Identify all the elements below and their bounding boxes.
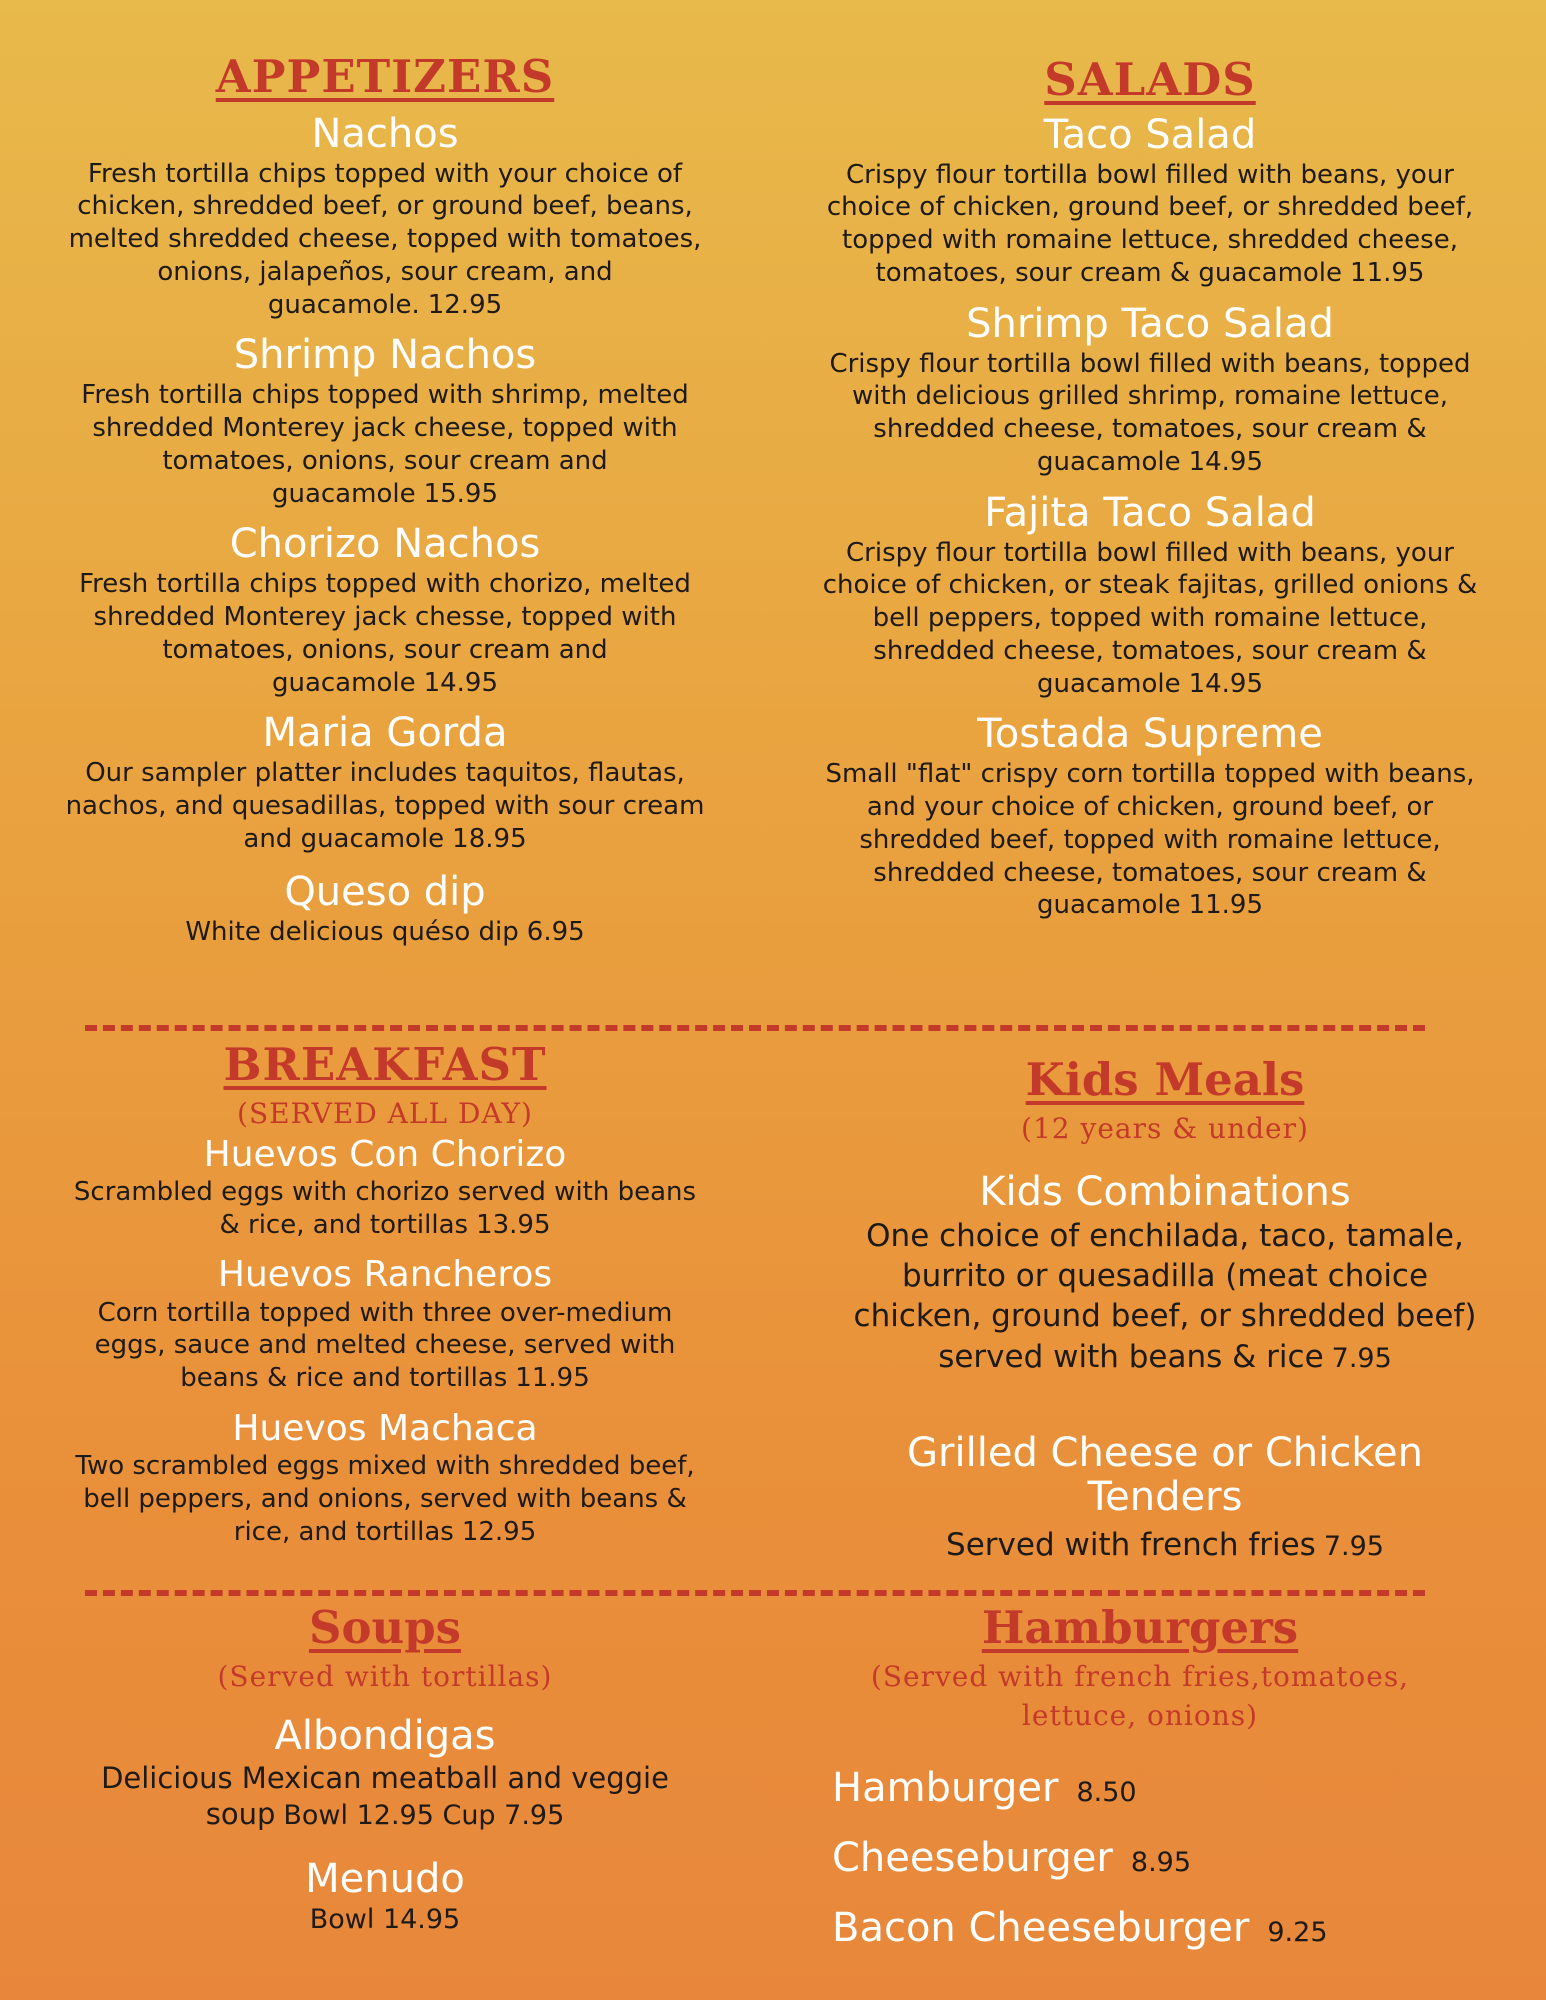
item-name: Nachos (311, 110, 459, 157)
breakfast-heading: BREAKFAST (223, 1038, 547, 1091)
item-name: Huevos Machaca (232, 1407, 538, 1449)
menu-item (835, 1431, 1495, 1565)
item-description: One choice of enchilada, taco, tamale, burrito or quesadilla (meat choice chicken, ground beef, or shredded beef) served with beans & rice 7.95 (853, 1217, 1477, 1375)
item-name: Bacon Cheeseburger (832, 1905, 1250, 1951)
item-price: Bowl 14.95 (309, 1903, 461, 1935)
item-price: 12.95 (427, 289, 503, 320)
menu-item (820, 710, 1480, 922)
hamburgers-subtitle: (Served with french fries,tomatoes, lettuce, onions) (870, 1659, 1410, 1732)
item-name: Tostada Supreme (977, 711, 1323, 758)
menu-item (60, 709, 710, 855)
item-name: Albondigas (274, 1712, 496, 1759)
section-divider (85, 1025, 1425, 1031)
menu-item (832, 1765, 1137, 1811)
menu-item (820, 300, 1480, 479)
item-name: Hamburger (832, 1765, 1059, 1811)
menu-item (60, 1407, 710, 1548)
item-description: Delicious Mexican meatball and veggie soup Bowl 12.95 Cup 7.95 (101, 1760, 669, 1831)
item-name: Kids Combinations (979, 1168, 1351, 1215)
item-price: 15.95 (423, 478, 499, 509)
item-description: Crispy flour tortilla bowl filled with beans, your choice of chicken, or steak fajitas, grilled onions & bell peppers, topped with romaine lettuce, shredded cheese, tomatoes, sour cream & guacamole 14.95 (822, 537, 1478, 699)
hamburgers-heading: Hamburgers (981, 1601, 1299, 1654)
item-price: 13.95 (476, 1209, 551, 1240)
menu-item (60, 110, 710, 322)
item-name: Queso dip (284, 868, 486, 915)
soups-section (60, 1603, 710, 1937)
item-price: 8.95 (1130, 1847, 1192, 1878)
item-price: 6.95 (526, 916, 585, 947)
item-name: Taco Salad (1043, 111, 1257, 158)
section-divider (85, 1590, 1425, 1596)
menu-item (60, 520, 710, 699)
item-name: Maria Gorda (262, 710, 508, 757)
item-price: 7.95 (1331, 1342, 1392, 1374)
item-description: Our sampler platter includes taquitos, flautas, nachos, and quesadillas, topped with sour cream and guacamole 18.95 (65, 758, 705, 854)
item-name: Shrimp Taco Salad (966, 300, 1334, 347)
item-description: Small "flat" crispy corn tortilla topped with beans, and your choice of chicken, ground beef, or shredded beef, topped with romaine lettuce, shredded cheese, tomatoes, sour cream & guacamole 11.95 (825, 759, 1475, 921)
menu-item (835, 1168, 1495, 1377)
appetizers-section (60, 52, 710, 948)
item-name: Huevos Rancheros (217, 1254, 553, 1296)
item-description (60, 1903, 710, 1937)
item-description: Corn tortilla topped with three over-medium eggs, sauce and melted cheese, served with beans & rice and tortillas 11.95 (94, 1297, 676, 1394)
item-price: 11.95 (1188, 890, 1264, 921)
item-price: 12.95 (461, 1516, 537, 1547)
menu-item (60, 1133, 710, 1242)
item-name: Grilled Cheese or Chicken Tenders (907, 1429, 1423, 1520)
salads-heading: SALADS (1044, 53, 1256, 106)
appetizers-heading: APPETIZERS (215, 50, 555, 103)
item-description: Scrambled eggs with chorizo served with beans & rice, and tortillas 13.95 (73, 1176, 697, 1240)
item-description: Crispy flour tortilla bowl filled with beans, your choice of chicken, ground beef, or shredded beef, topped with romaine lettuce, shredded cheese, tomatoes, sour cream & guacamole 11.95 (826, 159, 1474, 288)
item-name: Fajita Taco Salad (984, 489, 1316, 536)
menu-item (832, 1905, 1328, 1951)
menu-item (60, 1712, 710, 1833)
hamburgers-section (810, 1603, 1470, 1735)
kids-meals-subtitle: (12 years & under) (1021, 1111, 1309, 1145)
menu-item (60, 331, 710, 510)
breakfast-subtitle: (SERVED ALL DAY) (237, 1096, 533, 1130)
item-description: Served with french fries 7.95 (946, 1526, 1384, 1563)
menu-item (820, 111, 1480, 290)
item-description: Crispy flour tortilla bowl filled with beans, topped with delicious grilled shrimp, romaine lettuce, shredded cheese, tomatoes, sour cream & guacamole 14.95 (829, 348, 1471, 477)
item-price: 18.95 (452, 823, 527, 854)
item-price: 11.95 (515, 1363, 590, 1394)
breakfast-section (60, 1040, 710, 1548)
menu-item (832, 1835, 1191, 1881)
item-name: Menudo (305, 1855, 465, 1902)
item-name: Chorizo Nachos (229, 521, 541, 568)
item-name: Cheeseburger (832, 1835, 1113, 1881)
salads-section (820, 55, 1480, 922)
item-price: 11.95 (1350, 257, 1425, 288)
item-price: 14.95 (1188, 668, 1264, 699)
item-price: 7.95 (1323, 1530, 1384, 1562)
item-name: Huevos Con Chorizo (203, 1133, 567, 1175)
item-description: Fresh tortilla chips topped with chorizo, melted shredded Monterey jack chesse, topped with tomatoes, onions, sour cream and guacamole 14.95 (79, 569, 691, 698)
item-description: Two scrambled eggs mixed with shredded beef, bell peppers, and onions, served with beans & rice, and tortillas 12.95 (75, 1451, 695, 1547)
item-price: 14.95 (1188, 446, 1264, 477)
menu-item (820, 489, 1480, 701)
item-price: 9.25 (1267, 1917, 1328, 1948)
kids-meals-section (835, 1055, 1495, 1565)
item-description: Fresh tortilla chips topped with your choice of chicken, shredded beef, or ground beef, beans, melted shredded cheese, topped with tomatoes, onions, jalapeños, sour cream, and guacamole. 12.95 (68, 158, 702, 320)
item-price: 14.95 (423, 667, 499, 698)
kids-meals-heading: Kids Meals (1025, 1053, 1305, 1106)
menu-item (60, 1855, 710, 1937)
soups-heading: Soups (308, 1601, 462, 1654)
menu-item (60, 1253, 710, 1394)
item-description: White delicious quéso dip 6.95 (185, 916, 585, 947)
item-price: Bowl 12.95 Cup 7.95 (283, 1799, 565, 1831)
menu-item (60, 868, 710, 949)
item-price: 8.50 (1076, 1777, 1137, 1808)
soups-subtitle: (Served with tortillas) (217, 1659, 553, 1693)
item-name: Shrimp Nachos (233, 332, 537, 379)
item-description: Fresh tortilla chips topped with shrimp, melted shredded Monterey jack cheese, topped with tomatoes, onions, sour cream and guacamole 15.95 (81, 380, 689, 509)
